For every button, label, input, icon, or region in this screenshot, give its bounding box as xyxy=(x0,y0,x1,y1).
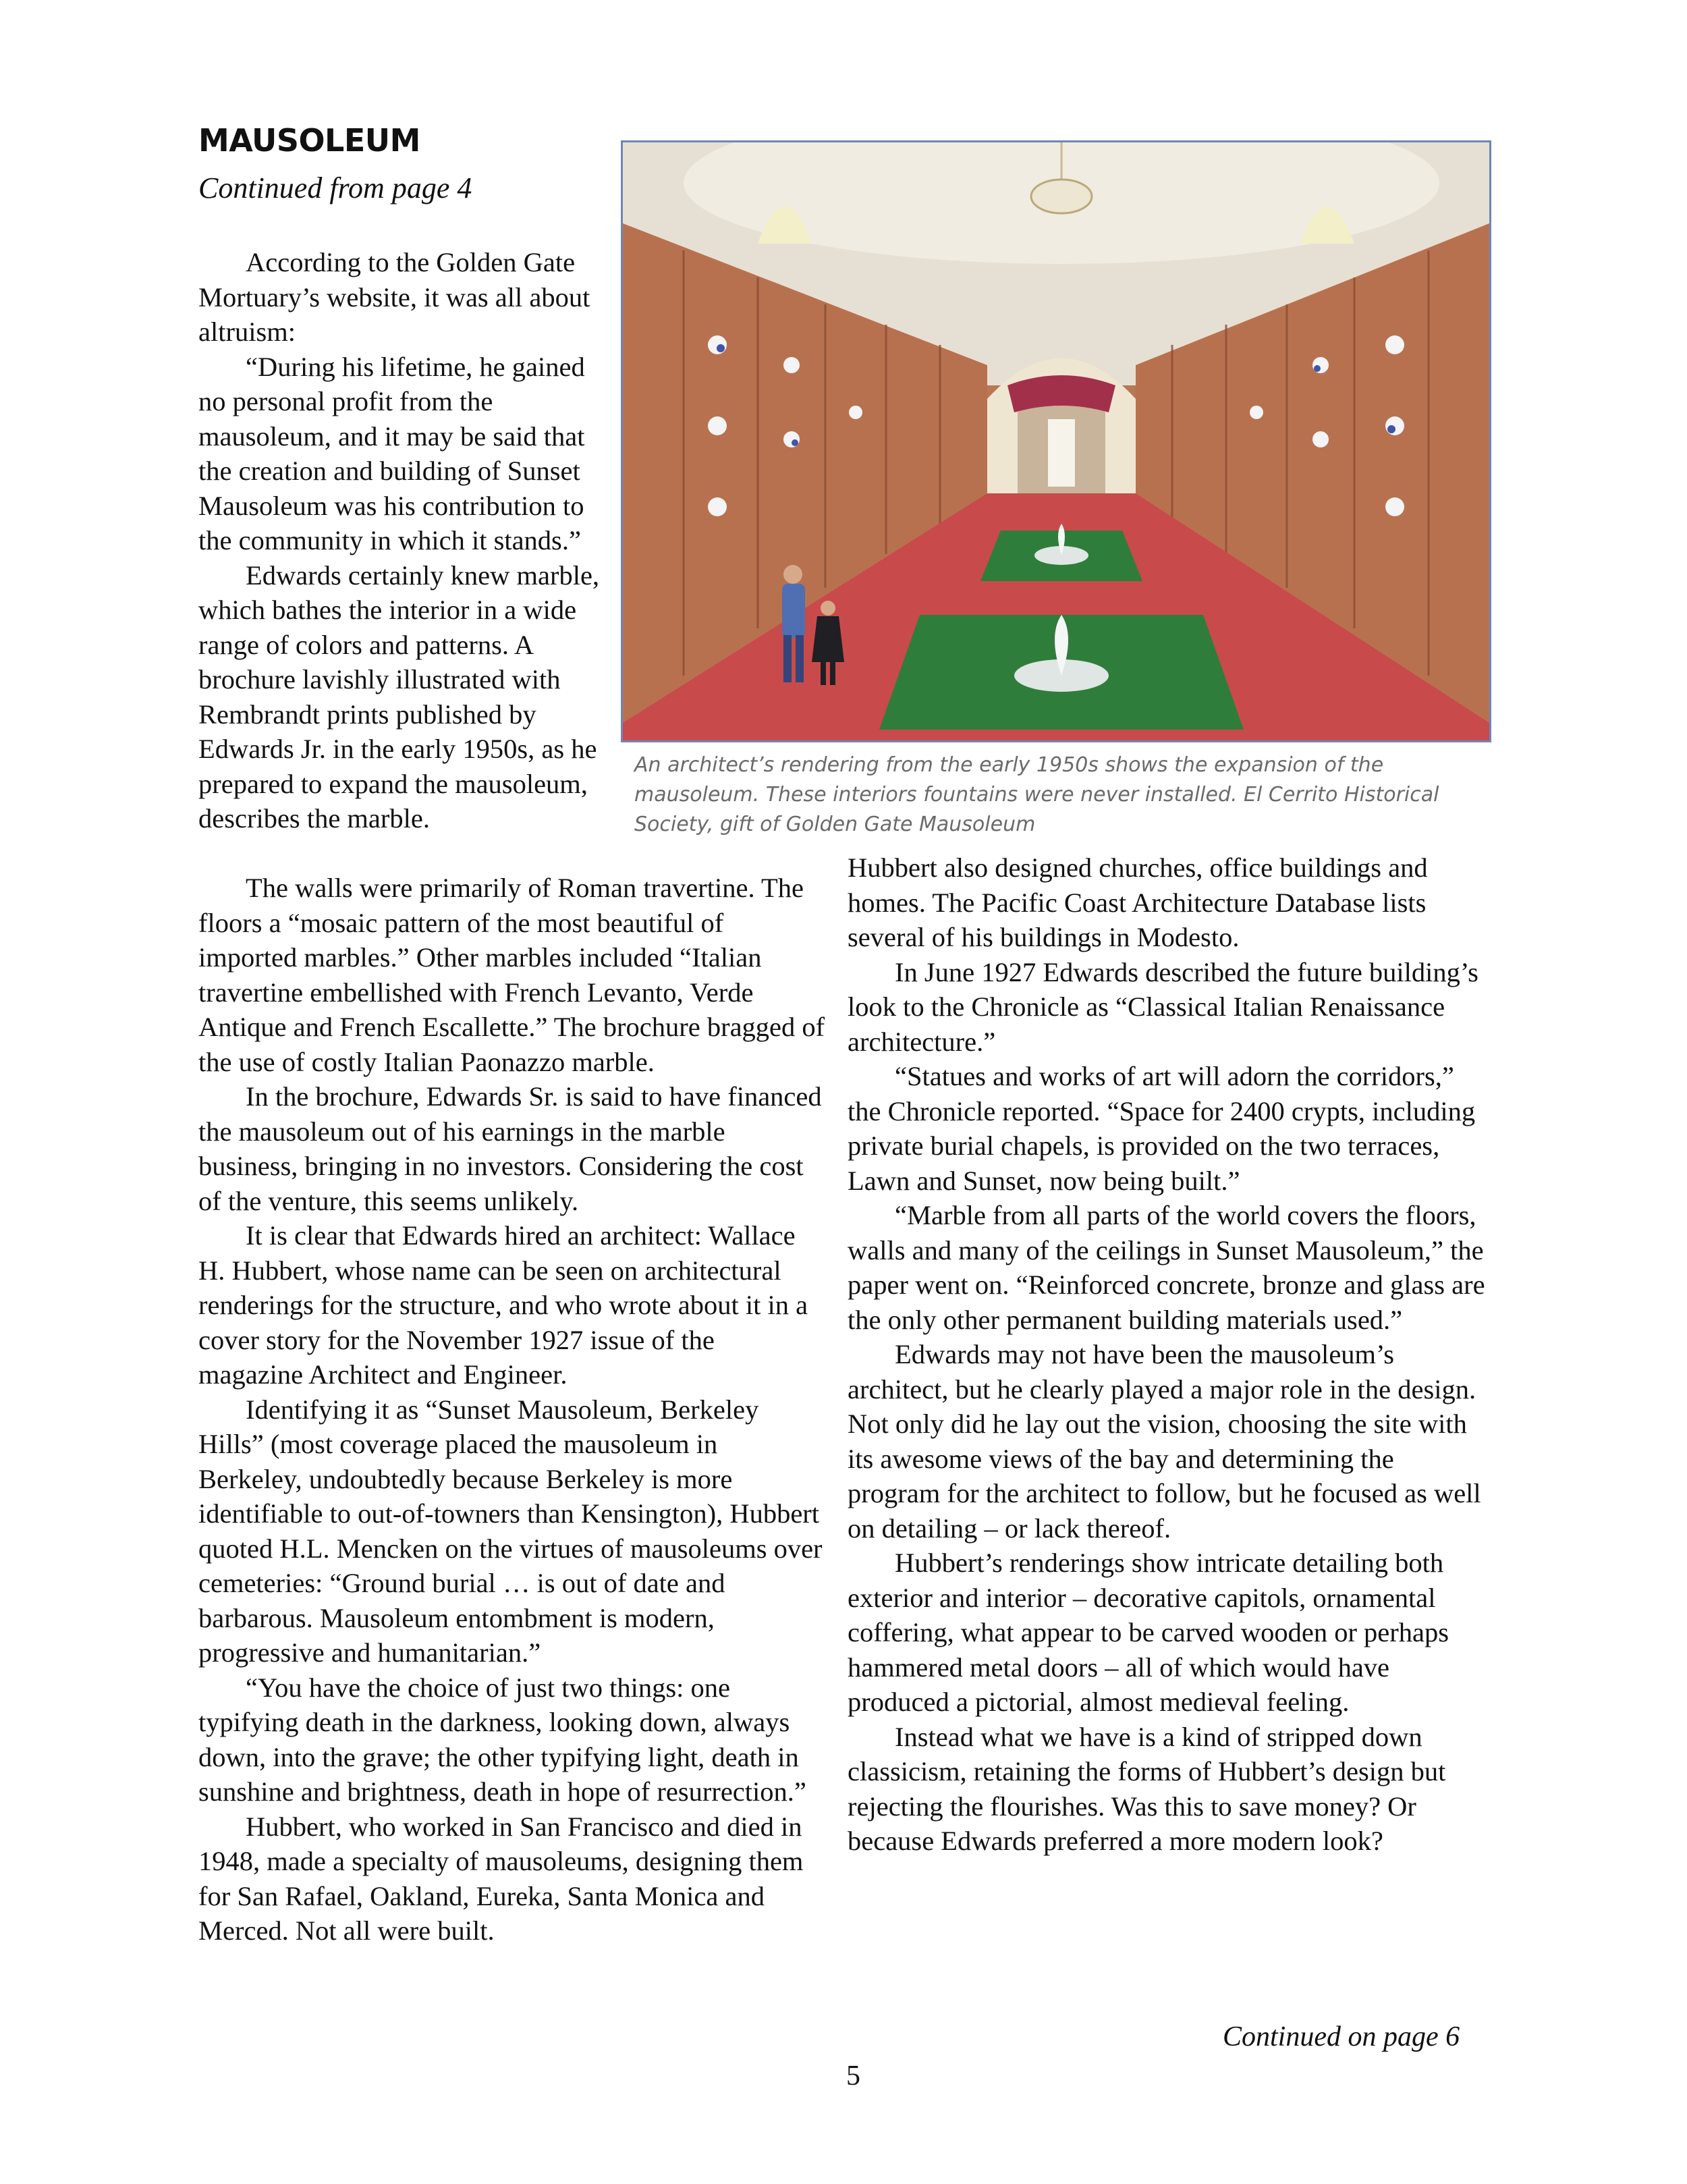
left-column-bottom xyxy=(198,871,826,1948)
rendering-illustration xyxy=(623,142,1489,740)
figure-caption: An architect’s rendering from the early 1950s shows the expansion of the mausoleum. These interiors fountains were never installed. El Cerrito Historical Society, gift of Golden Gate Mausoleum xyxy=(634,753,1439,836)
paragraph: “Marble from all parts of the world covers the floors, walls and many of the ceilings in Sunset Mausoleum,” the paper went on. “Reinforced concrete, bronze and glass are the only other permanent building materials used.” xyxy=(848,1200,1485,1335)
paragraph: Hubbert’s renderings show intricate detailing both exterior and interior – decorative capitols, ornamental coffering, what appear to be carved wooden or perhaps hammered metal doors – all of which would have produced a pictorial, almost medieval feeling. xyxy=(848,1548,1449,1717)
paragraph: “You have the choice of just two things: one typifying death in the darkness, looking down, always down, into the grave; the other typifying light, death in sunshine and brightness, death in hope of resurrection.” xyxy=(198,1672,806,1807)
paragraph: According to the Golden Gate Mortuary’s website, it was all about altruism: xyxy=(198,247,590,347)
right-column xyxy=(848,850,1489,1859)
continued-on-label: Continued on page 6 xyxy=(1223,2021,1460,2052)
paragraph: It is clear that Edwards hired an architect: Wallace H. Hubbert, whose name can be seen on architectural renderings for the structure, and who wrote about it in a cover story for the November 1927 issue of the magazine Architect and Engineer. xyxy=(198,1220,808,1390)
paragraph: “Statues and works of art will adorn the corridors,” the Chronicle reported. “Space for 2400 crypts, including private burial chapels, is provided on the two terraces, Lawn and Sunset, now being built.” xyxy=(848,1061,1476,1196)
paragraph: Edwards certainly knew marble, which bathes the interior in a wide range of colors and patterns. A brochure lavishly illustrated with Rembrandt prints published by Edwards Jr. in the early 1950s, as he prepared to expand the mausoleum, describes the marble. xyxy=(198,559,600,834)
mausoleum-rendering-image xyxy=(621,140,1491,742)
page-number: 5 xyxy=(846,2060,860,2092)
paragraph: Hubbert, who worked in San Francisco and died in 1948, made a specialty of mausoleums, designing them for San Rafael, Oakland, Eureka, Santa Monica and Merced. Not all were built. xyxy=(198,1811,804,1946)
paragraph: In the brochure, Edwards Sr. is said to have financed the mausoleum out of his earnings in the marble business, bringing in no investors. Considering the cost of the venture, this seems unlikely. xyxy=(198,1081,822,1216)
paragraph: Edwards may not have been the mausoleum’s architect, but he clearly played a major role in the design. Not only did he lay out the vision, choosing the site with its awesome views of the bay and determining the program for the architect to follow, but he focused as well on detailing – or lack thereof. xyxy=(848,1339,1481,1544)
paragraph: In June 1927 Edwards described the future building’s look to the Chronicle as “Classical Italian Renaissance architecture.” xyxy=(848,956,1478,1057)
paragraph: “During his lifetime, he gained no personal profit from the mausoleum, and it may be said that the creation and building of Sunset Mausoleum was his contribution to the community in which it stands.” xyxy=(198,351,585,555)
paragraph: The walls were primarily of Roman travertine. The floors a “mosaic pattern of the most beautiful of imported marbles.” Other marbles included “Italian travertine embellished with French Levanto, Verde Antique and French Escallette.” The brochure bragged of the use of costly Italian Paonazzo marble. xyxy=(198,873,825,1077)
paragraph: Hubbert also designed churches, office buildings and homes. The Pacific Coast Architecture Database lists several of his buildings in Modesto. xyxy=(848,852,1428,952)
paragraph: Instead what we have is a kind of stripped down classicism, retaining the forms of Hubbert’s design but rejecting the flourishes. Was this to save money? Or because Edwards preferred a more modern look? xyxy=(848,1721,1446,1856)
left-column-top xyxy=(198,245,617,836)
paragraph: Identifying it as “Sunset Mausoleum, Berkeley Hills” (most coverage placed the mausoleum in Berkeley, undoubtedly because Berkeley is more identifiable to out-of-towners than Kensington), Hubbert quoted H.L. Mencken on the virtues of mausoleums over cemeteries: “Ground burial … is out of date and barbarous. Mausoleum entombment is modern, progressive and humanitarian.” xyxy=(198,1394,823,1668)
continued-from-label: Continued from page 4 xyxy=(198,171,472,204)
article-title: MAUSOLEUM xyxy=(198,122,420,159)
